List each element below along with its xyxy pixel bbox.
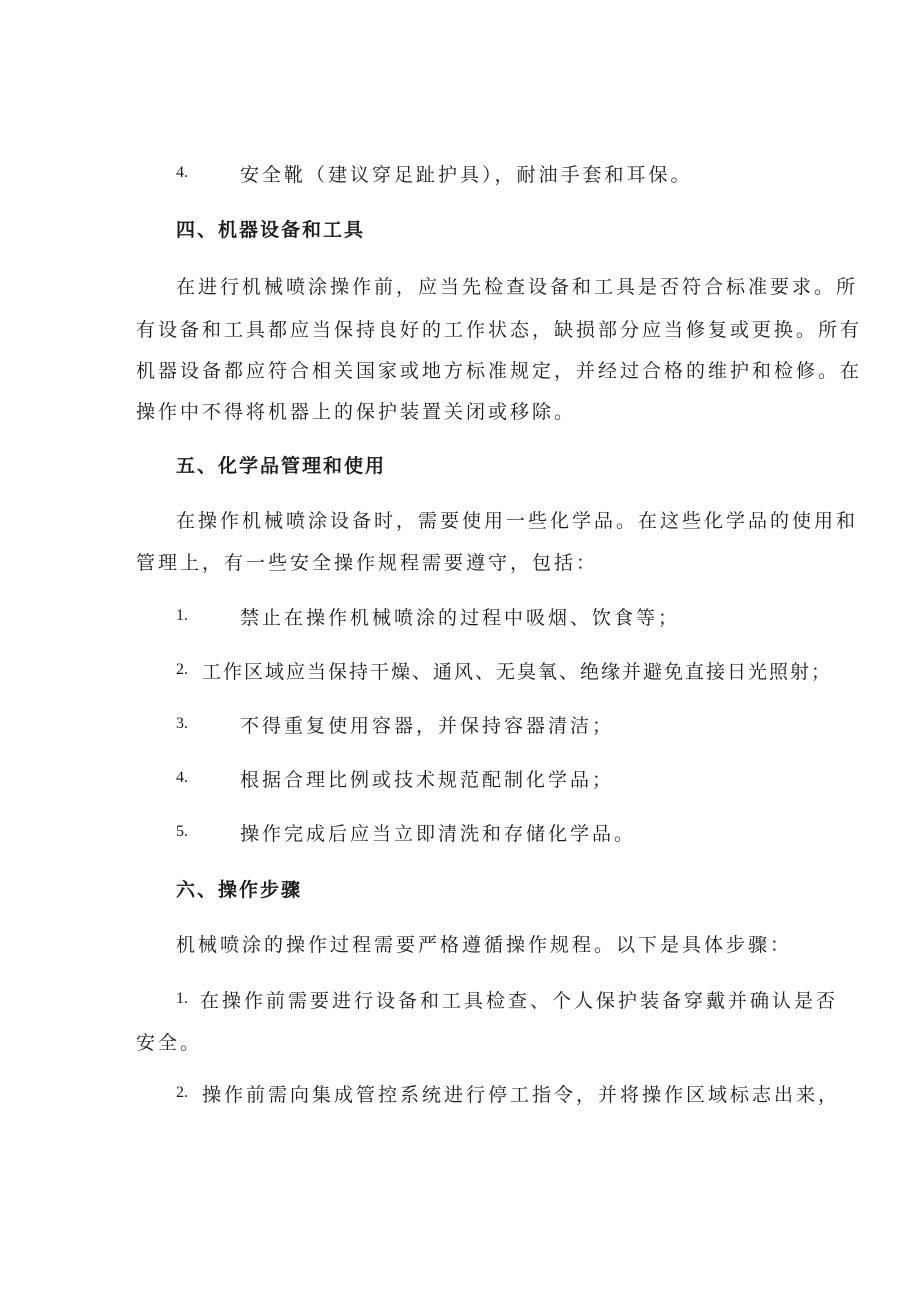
list-number: 2.: [176, 1084, 188, 1101]
list-item-text: 安全靴（建议穿足趾护具），耐油手套和耳保。: [240, 164, 693, 186]
section-heading: 六、操作步骤: [176, 879, 303, 901]
section-heading: 五、化学品管理和使用: [176, 455, 387, 477]
list-item-text: 禁止在操作机械喷涂的过程中吸烟、饮食等；: [240, 607, 681, 629]
paragraph-line: 机械喷涂的操作过程需要严格遵循操作规程。以下是具体步骤：: [176, 934, 793, 956]
list-item-text: 安全。: [136, 1032, 203, 1054]
paragraph-line: 有设备和工具都应当保持良好的工作状态，缺损部分应当修复或更换。所有: [136, 319, 863, 341]
list-item-text: 在操作前需要进行设备和工具检查、个人保护装备穿戴并确认是否: [200, 990, 839, 1012]
paragraph-line: 管理上，有一些安全操作规程需要遵守，包括：: [136, 552, 599, 574]
list-item-text: 操作完成后应当立即清洗和存储化学品。: [240, 823, 637, 845]
list-number: 5.: [176, 823, 188, 840]
paragraph-line: 操作中不得将机器上的保护装置关闭或移除。: [136, 401, 577, 423]
list-number: 4.: [176, 164, 188, 181]
list-number: 1.: [176, 990, 188, 1007]
list-item-text: 操作前需向集成管控系统进行停工指令，并将操作区域标志出来，: [202, 1084, 841, 1106]
list-item-text: 不得重复使用容器，并保持容器清洁；: [240, 715, 615, 737]
list-number: 4.: [176, 769, 188, 786]
section-heading: 四、机器设备和工具: [176, 219, 366, 241]
paragraph-line: 在进行机械喷涂操作前，应当先检查设备和工具是否符合标准要求。所: [176, 276, 859, 298]
list-number: 3.: [176, 715, 188, 732]
paragraph-line: 在操作机械喷涂设备时，需要使用一些化学品。在这些化学品的使用和: [176, 510, 859, 532]
list-number: 1.: [176, 607, 188, 624]
list-item-text: 工作区域应当保持干燥、通风、无臭氧、绝缘并避免直接日光照射；: [202, 661, 833, 683]
list-item-text: 根据合理比例或技术规范配制化学品；: [240, 769, 615, 791]
list-number: 2.: [176, 661, 188, 678]
paragraph-line: 机器设备都应符合相关国家或地方标准规定，并经过合格的维护和检修。在: [136, 360, 863, 382]
